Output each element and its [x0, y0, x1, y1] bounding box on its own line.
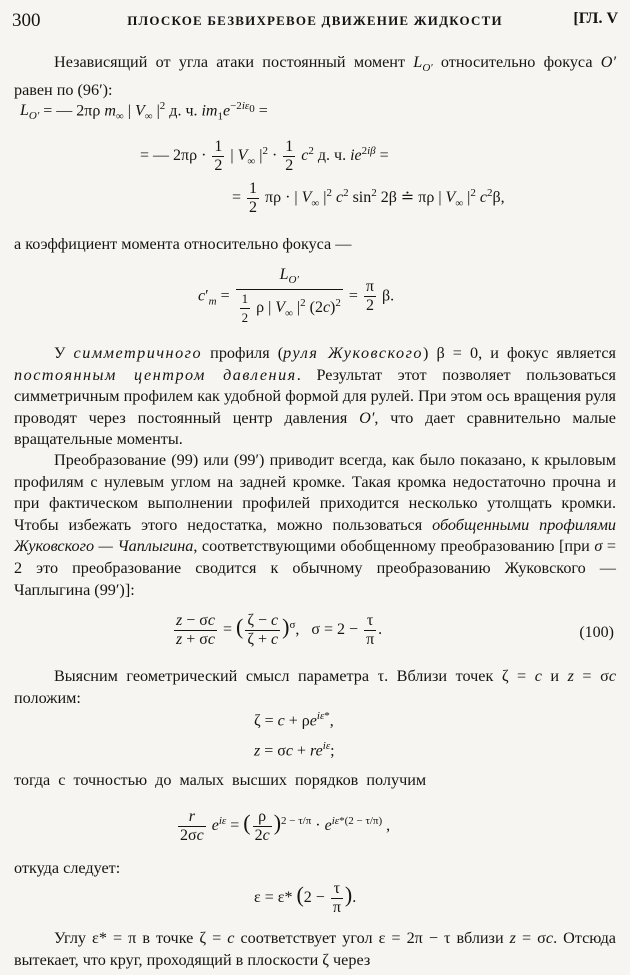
equation-zeta-near: $\zeta = c + \rho e^{i\varepsilon*}$, — [254, 710, 334, 730]
paragraph-moment: Независящий от угла атаки постоянный момент $L_{O'}$ относительно фокуса O′ равен по (96′): — [14, 53, 616, 99]
equation-number-100: (100) — [579, 624, 614, 641]
equation-moment-line2: = — 2πρ · $\frac{1}{2}$ | $V_\infty$ $|^2$ · $\frac{1}{2}$ $c^2$ д. ч. $ie^{2i\beta}$ = — [140, 138, 389, 174]
paragraph-coefficient: а коэффициент момента относительно фокуса — — [14, 235, 352, 253]
page-number: 300 — [12, 10, 41, 31]
chapter-label: [ГЛ. V — [573, 10, 618, 27]
running-header — [12, 10, 618, 36]
equation-approximation: $\frac{r}{2\sigma c}$ $e^{i\varepsilon}$ = ( $\frac{\rho}{2c}$ )$^{2 - \tau/\pi} \cdot e^{i\varepsilon*(2 - \tau/\pi)}$ , — [180, 808, 391, 844]
paragraph-angle: Углу ε* = π в точке ζ = c соответствует угол ε = 2π − τ вблизи z = σc. Отсюда вытекает, что круг, проходящий в плоскости ζ через — [14, 929, 616, 969]
equation-moment-coefficient: $c'_m$ = $L_{O'}$ $\frac{1}{2}$ ρ | $V_\infty$ $|^2$ $(2c)^2$ = $\frac{\pi}{2}$ β. — [198, 266, 395, 326]
paragraph-hence: откуда следует: — [14, 859, 121, 877]
paragraph-then: тогда с точностью до малых высших порядков получим — [14, 771, 427, 789]
equation-moment-line1: $L_{O'}$ = — 2πρ $m_\infty$ | $V_\infty$ $|^2$ д. ч. $im_1e^{-2i\varepsilon_0}$ = — [20, 100, 268, 123]
equation-generalized-transform: $\frac{z - \sigma c}{z + \sigma c}$ = ( $\frac{\zeta - c}{\zeta + c}$ )$^\sigma$, σ = 2 − $\frac{\tau}{\pi}$ . — [176, 612, 383, 648]
paragraph-geometric-meaning: Выясним геометрический смысл параметра τ. Вблизи точек ζ = c и z = σc положим: — [14, 667, 616, 707]
paragraph-symmetric-profile: У симметричного профиля (руля Жуковского) β = 0, и фокус является постоянным центром давления. Результат этот позволяет пользоваться симметричным профилем как удобной формой для рулей. При этом ось вращения руля проводят через постоянный центр давления O′, что дает сравнительно малые вращательные моменты. — [14, 344, 617, 449]
equation-epsilon: ε = ε* (2 − $\frac{\tau}{\pi}$ ). — [254, 880, 357, 916]
equation-moment-line3: = $\frac{1}{2}$ πρ · | $V_\infty$ $|^2$ $c^2$ $\sin^2 2\beta$ ≐ πρ | $V_\infty$ $|^2$ $c^2\beta$, — [232, 180, 505, 216]
running-title: ПЛОСКОЕ БЕЗВИХРЕВОЕ ДВИЖЕНИЕ ЖИДКОСТИ — [127, 13, 503, 28]
equation-z-near: $z = \sigma c + re^{i\varepsilon}$; — [254, 740, 335, 760]
paragraph-transformation: Преобразование (99) или (99′) приводит всегда, как было показано, к крыловым профилям с нулевым углом на задней кромке. Такая кромка недостаточно прочна и при фактическом выполнении профилей приходится несколько утолщать кромки. Чтобы избежать этого недостатка, можно пользоваться обобщенными профилями Жуковского — Чаплыгина, соответствующими обобщенному преобразованию [при σ = 2 это преобразование сводится к обычному преобразованию Жуковского — Чаплыгина (99′)]: — [14, 451, 616, 599]
